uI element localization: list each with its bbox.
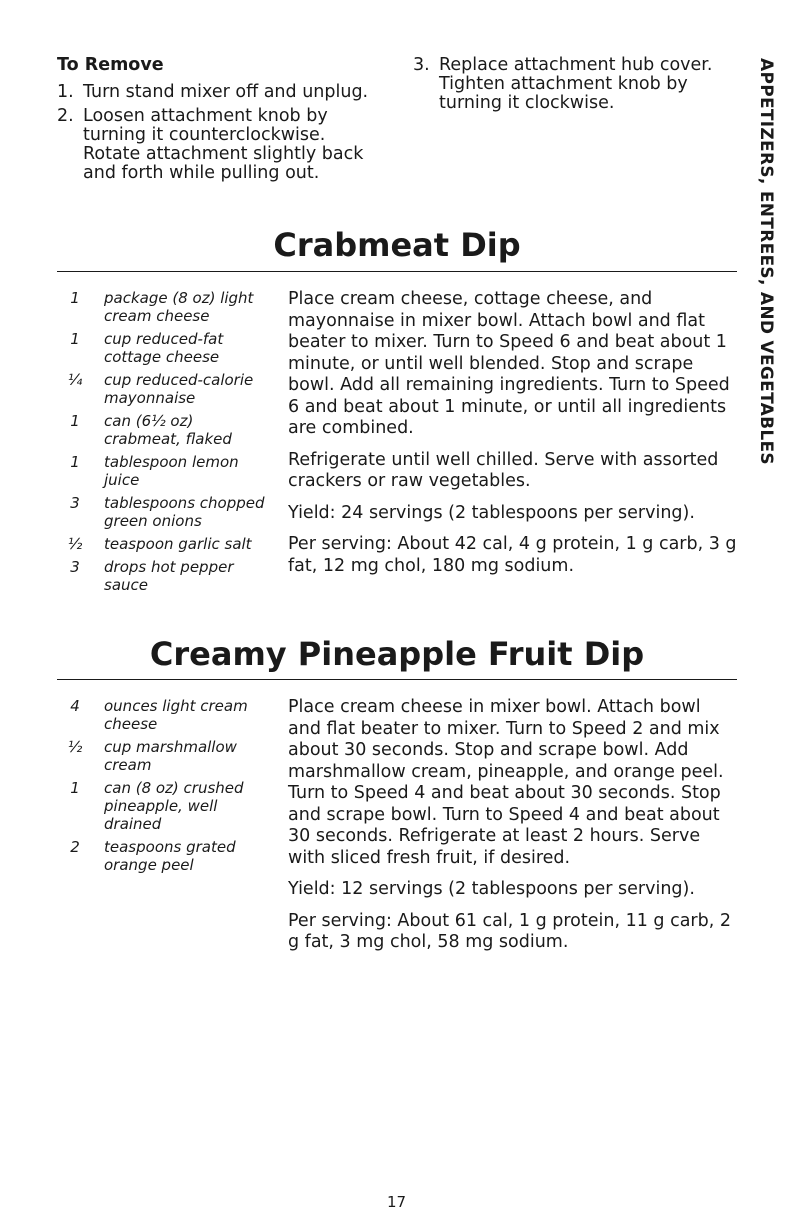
ingredient-qty: 3 <box>70 494 80 512</box>
ingredient-qty: 1 <box>70 412 80 430</box>
ingredient-qty: ¼ <box>67 371 83 389</box>
ingredient-item <box>57 494 272 530</box>
page-number: 17 <box>386 1193 407 1211</box>
ingredient-text: can (6½ oz) crabmeat, flaked <box>104 412 232 448</box>
ingredient-item <box>57 558 272 594</box>
title-divider <box>57 679 737 680</box>
removal-step <box>413 56 733 113</box>
ingredient-text: teaspoons grated orange peel <box>104 838 236 874</box>
removal-heading: To Remove <box>57 55 164 75</box>
ingredient-text: tablespoons chopped green onions <box>104 494 265 530</box>
ingredient-item <box>57 371 272 407</box>
ingredient-list <box>57 697 272 879</box>
removal-section-continued <box>413 56 733 118</box>
section-side-tab: APPETIZERS, ENTREES, AND VEGETABLES <box>756 58 776 465</box>
ingredient-text: package (8 oz) light cream cheese <box>104 289 254 325</box>
ingredient-item <box>57 453 272 489</box>
yield-text: Yield: 12 servings (2 tablespoons per serving). <box>288 879 695 899</box>
recipe-title: Creamy Pineapple Fruit Dip <box>149 635 645 673</box>
step-text: Turn stand mixer off and unplug. <box>83 82 369 102</box>
recipe-title: Crabmeat Dip <box>273 226 521 264</box>
ingredient-text: drops hot pepper sauce <box>104 558 234 594</box>
removal-section <box>57 56 387 188</box>
step-number: 2. <box>57 106 74 126</box>
step-text: Loosen attachment knob by turning it counterclockwise. Rotate attachment slightly back and forth while pulling out. <box>83 106 364 183</box>
ingredient-item <box>57 738 272 774</box>
ingredient-text: ounces light cream cheese <box>104 697 248 733</box>
ingredient-item <box>57 289 272 325</box>
ingredient-text: can (8 oz) crushed pineapple, well drained <box>104 779 244 833</box>
method-paragraph: Place cream cheese, cottage cheese, and mayonnaise in mixer bowl. Attach bowl and flat beater to mixer. Turn to Speed 6 and beat about 1 minute, or until well blended. Stop and scrape bowl. Add all remaining ingredients. Turn to Speed 6 and beat about 1 minute, or until all ingredients are combined. <box>288 289 730 438</box>
ingredient-text: tablespoon lemon juice <box>104 453 239 489</box>
removal-step <box>57 107 387 183</box>
ingredient-qty: 1 <box>70 453 80 471</box>
ingredient-item <box>57 330 272 366</box>
step-number: 1. <box>57 82 74 102</box>
removal-step <box>57 83 387 102</box>
step-text: Replace attachment hub cover. Tighten attachment knob by turning it clockwise. <box>439 55 713 113</box>
ingredient-text: teaspoon garlic salt <box>104 535 252 553</box>
ingredient-qty: ½ <box>67 738 83 756</box>
ingredient-text: cup reduced-fat cottage cheese <box>104 330 224 366</box>
ingredient-qty: ½ <box>67 535 83 553</box>
ingredient-qty: 2 <box>70 838 80 856</box>
ingredient-qty: 4 <box>70 697 80 715</box>
ingredient-item <box>57 779 272 833</box>
ingredient-qty: 1 <box>70 779 80 797</box>
recipe-method <box>288 289 738 587</box>
ingredient-item <box>57 535 272 553</box>
ingredient-text: cup marshmallow cream <box>104 738 237 774</box>
ingredient-item <box>57 697 272 733</box>
method-paragraph: Place cream cheese in mixer bowl. Attach bowl and flat beater to mixer. Turn to Speed 2 and mix about 30 seconds. Stop and scrape bowl. Add marshmallow cream, pineapple, and orange peel. Turn to Speed 4 and beat about 30 seconds. Stop and scrape bowl. Turn to Speed 4 and beat about 30 seconds. Refrigerate at least 2 hours. Serve with sliced fresh fruit, if desired. <box>288 697 724 868</box>
ingredient-item <box>57 412 272 448</box>
method-paragraph: Refrigerate until well chilled. Serve with assorted crackers or raw vegetables. <box>288 449 719 491</box>
step-number: 3. <box>413 55 430 75</box>
ingredient-qty: 1 <box>70 289 80 307</box>
ingredient-qty: 3 <box>70 558 80 576</box>
recipe-method <box>288 697 738 964</box>
ingredient-qty: 1 <box>70 330 80 348</box>
ingredient-item <box>57 838 272 874</box>
nutrition-text: Per serving: About 42 cal, 4 g protein, 1 g carb, 3 g fat, 12 mg chol, 180 mg sodium. <box>288 534 737 576</box>
ingredient-list <box>57 289 272 599</box>
removal-steps <box>57 83 387 183</box>
nutrition-text: Per serving: About 61 cal, 1 g protein, 11 g carb, 2 g fat, 3 mg chol, 58 mg sodium. <box>288 910 731 952</box>
ingredient-text: cup reduced-calorie mayonnaise <box>104 371 254 407</box>
yield-text: Yield: 24 servings (2 tablespoons per serving). <box>288 502 695 523</box>
title-divider <box>57 271 737 272</box>
removal-steps-continued <box>413 56 733 113</box>
